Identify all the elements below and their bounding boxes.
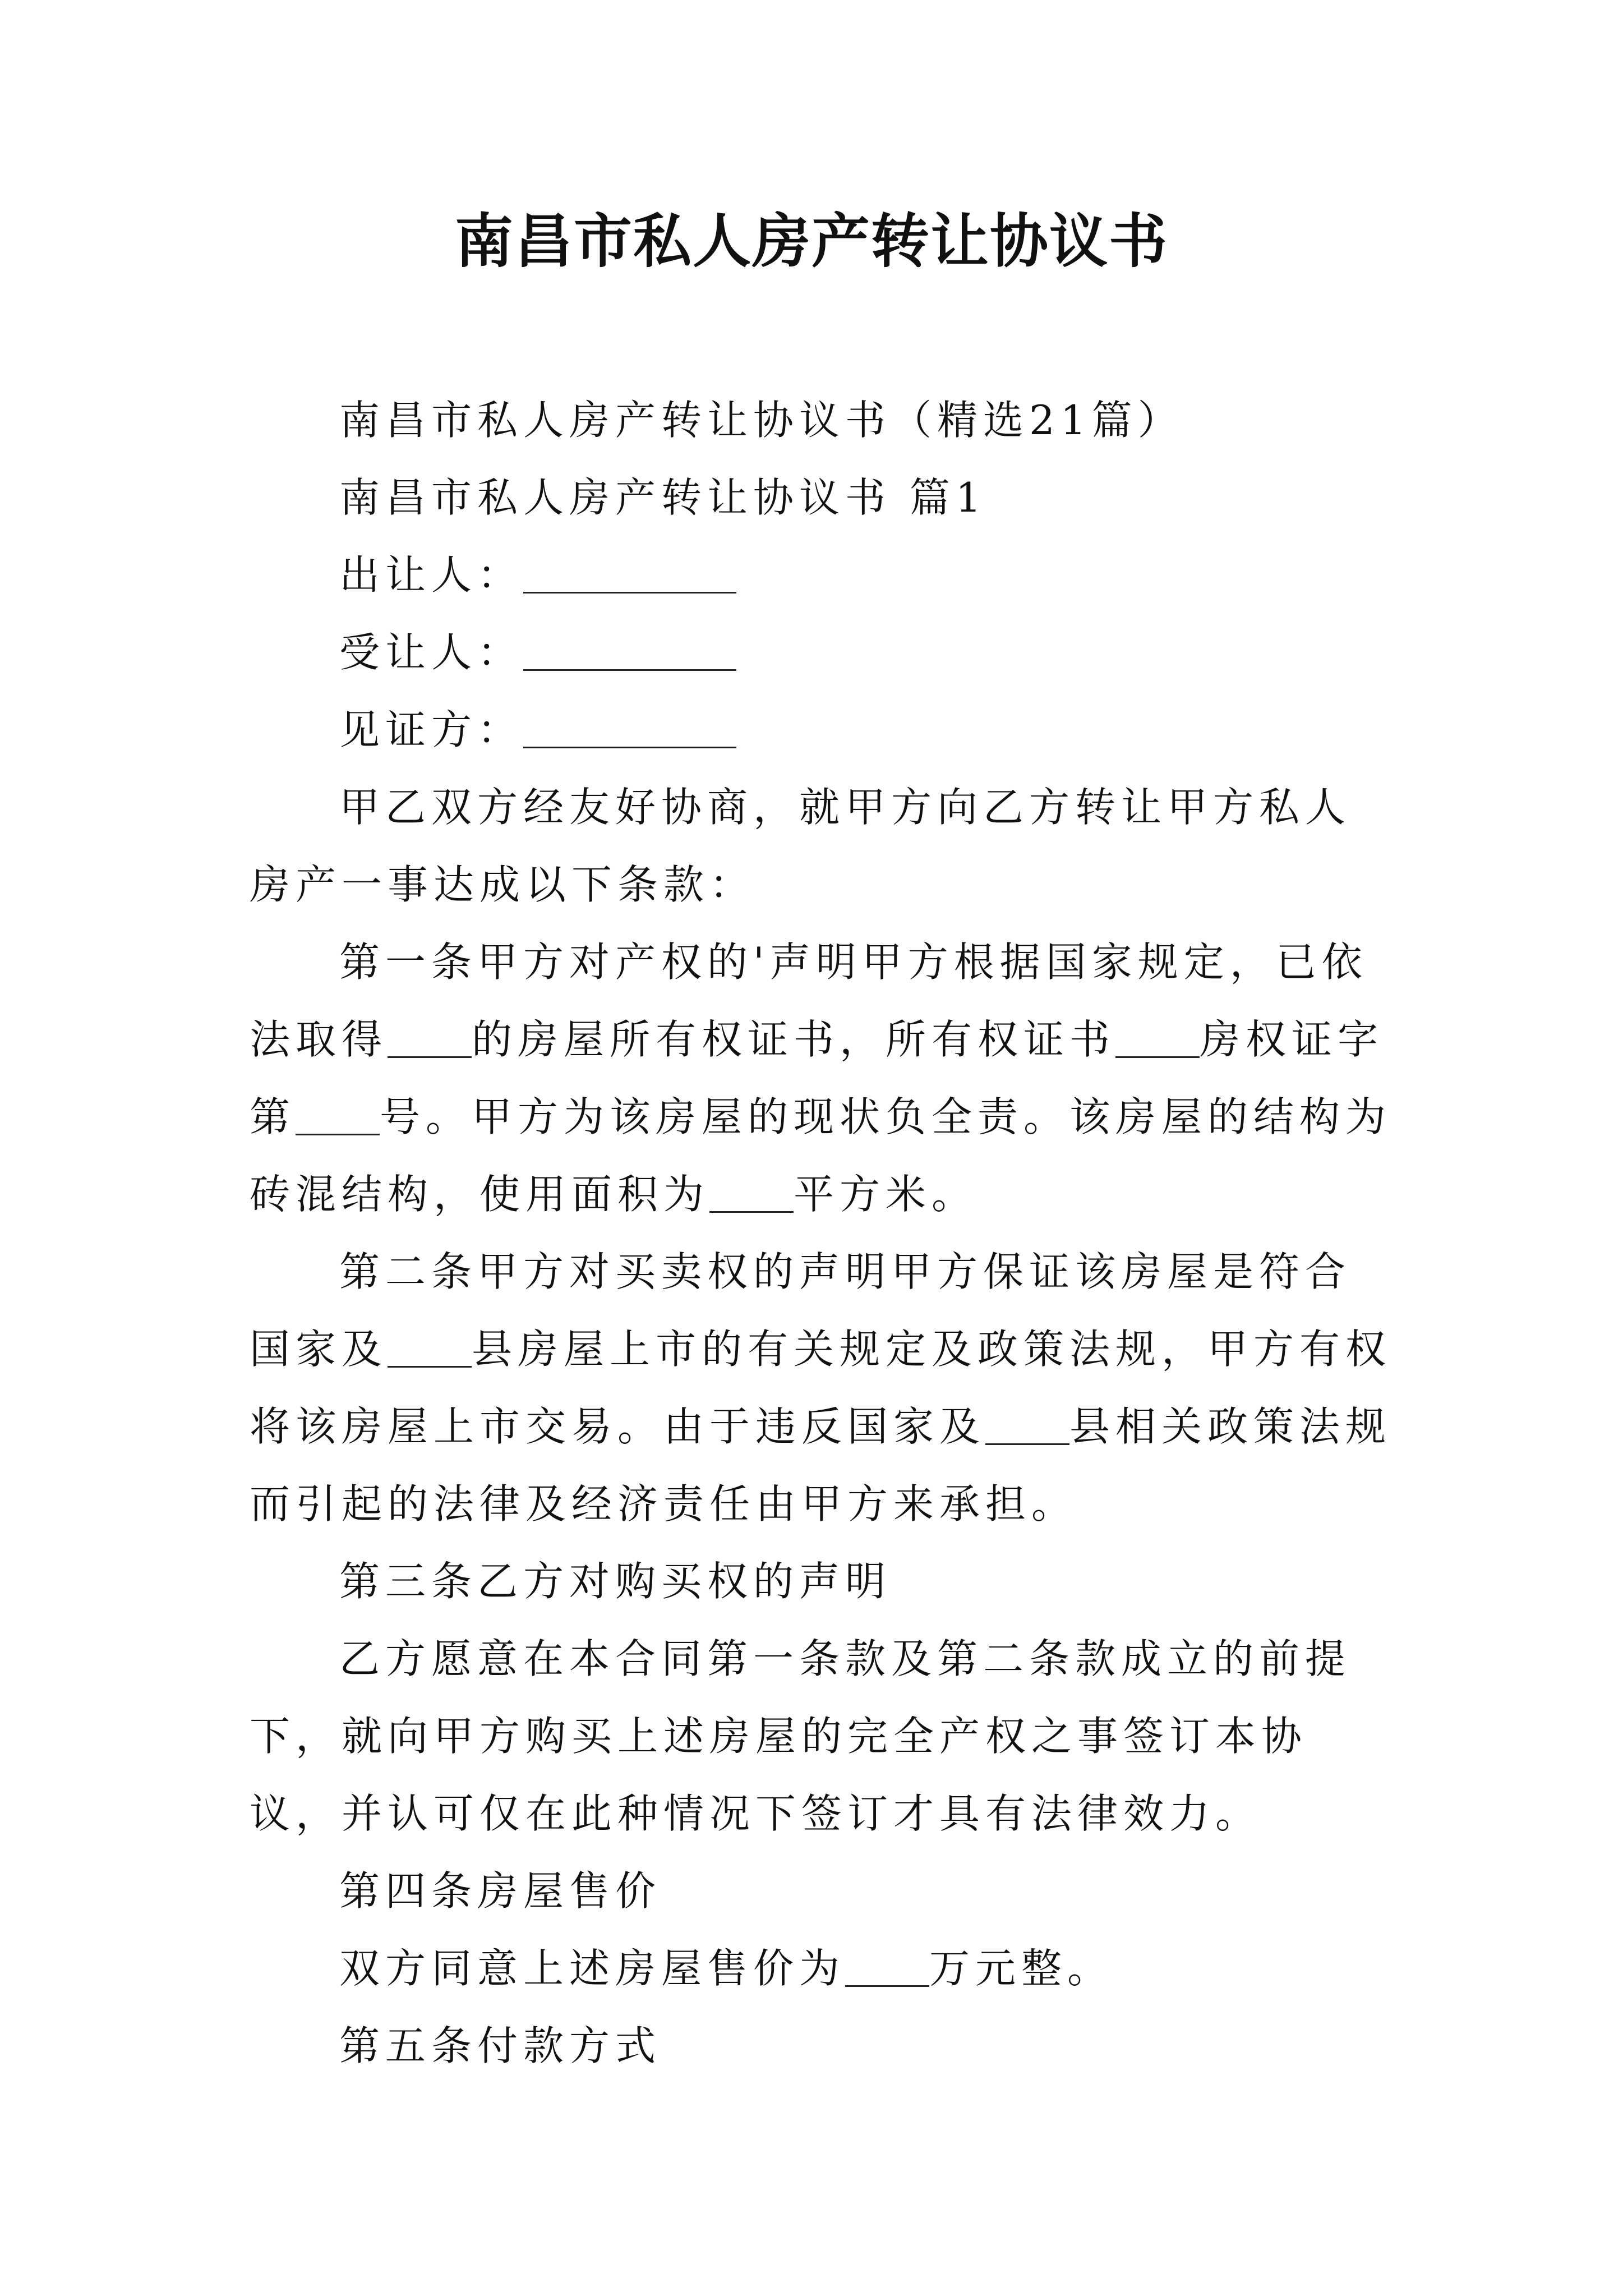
document-title: 南昌市私人房产转让协议书 xyxy=(454,207,1168,275)
witness-label: 见证方： xyxy=(339,706,524,753)
seller-label: 出让人： xyxy=(339,551,524,599)
article-1-text-3: 房权证字第 xyxy=(250,1016,1384,1140)
article-1-text-5: 平方米。 xyxy=(794,1171,978,1218)
witness-blank xyxy=(523,706,736,748)
article-3-heading: 第三条乙方对购买权的声明 xyxy=(339,1558,892,1605)
article-4-paragraph xyxy=(250,1930,1394,2007)
article-1-blank-2 xyxy=(1115,1016,1200,1058)
article-4-text-2: 万元整。 xyxy=(929,1945,1114,1992)
article-1-paragraph xyxy=(250,923,1394,1233)
article-2-paragraph xyxy=(250,1233,1394,1543)
article-1-blank-3 xyxy=(296,1093,380,1135)
article-5-heading: 第五条付款方式 xyxy=(339,2022,662,2069)
buyer-field xyxy=(250,614,1394,691)
article-3-paragraph: 乙方愿意在本合同第一条款及第二条款成立的前提下，就向甲方购买上述房屋的完全产权之事签订本协议，并认可仅在此种情况下签订才具有法律效力。 xyxy=(250,1635,1352,1837)
article-2-text-2: 县房屋上市的有关规定及政策法规，甲方有权将该房屋上市交易。由于违反国家及 xyxy=(250,1326,1392,1450)
article-4-heading: 第四条房屋售价 xyxy=(339,1867,662,1915)
article-1-blank-1 xyxy=(388,1016,472,1058)
document-body xyxy=(250,381,1394,2085)
article-4-blank xyxy=(845,1945,929,1987)
article-1-text-2: 的房屋所有权证书，所有权证书 xyxy=(472,1016,1116,1063)
seller-blank xyxy=(523,551,736,593)
intro-paragraph: 甲乙双方经友好协商，就甲方向乙方转让甲方私人房产一事达成以下条款： xyxy=(250,784,1352,908)
section-heading: 南昌市私人房产转让协议书 篇1 xyxy=(339,474,987,521)
subtitle: 南昌市私人房产转让协议书（精选21篇） xyxy=(339,397,1184,444)
article-2-blank-2 xyxy=(985,1403,1069,1445)
witness-field xyxy=(250,691,1394,769)
buyer-label: 受让人： xyxy=(339,629,524,676)
buyer-blank xyxy=(523,629,736,671)
article-4-text-1: 双方同意上述房屋售价为 xyxy=(339,1945,846,1992)
article-1-text-4: 号。甲方为该房屋的现状负全责。该房屋的结构为砖混结构，使用面积为 xyxy=(250,1093,1392,1218)
article-2-text-3: 县相关政策法规而引起的法律及经济责任由甲方来承担。 xyxy=(250,1403,1392,1527)
article-1-blank-4 xyxy=(709,1171,794,1213)
article-2-text-1: 第二条甲方对买卖权的声明甲方保证该房屋是符合国家及 xyxy=(250,1248,1352,1373)
article-2-blank-1 xyxy=(388,1326,472,1368)
seller-field xyxy=(250,536,1394,614)
article-1-text-1: 第一条甲方对产权的'声明甲方根据国家规定，已依法取得 xyxy=(250,938,1368,1063)
